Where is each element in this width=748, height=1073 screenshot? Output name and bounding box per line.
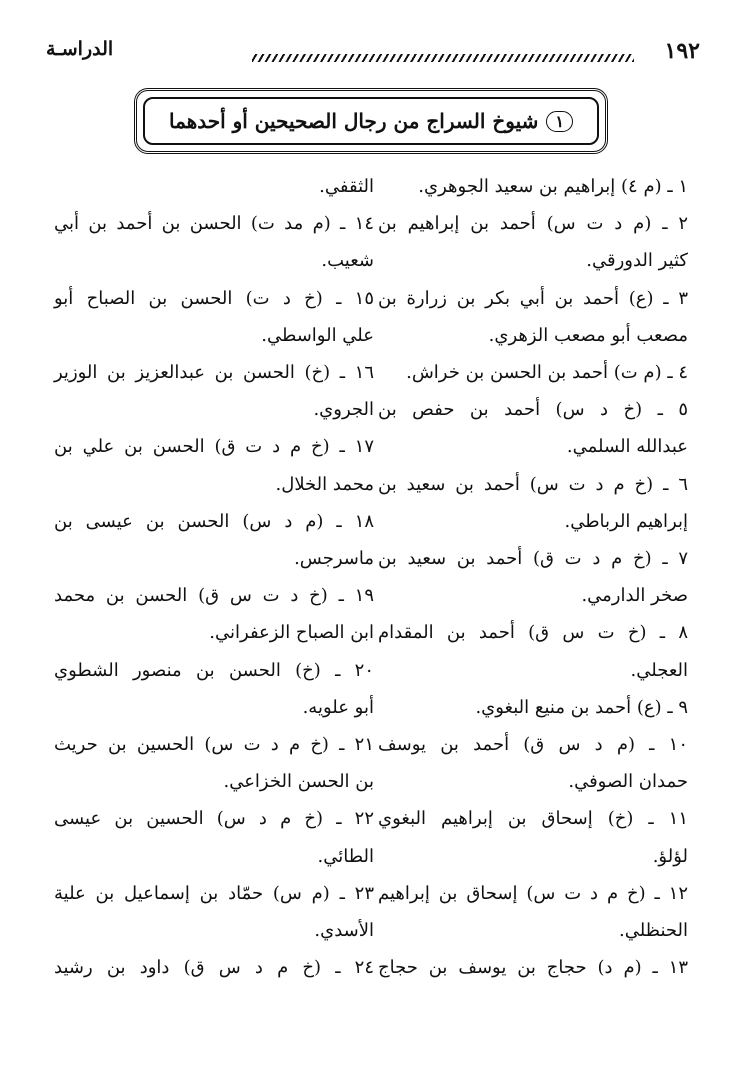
entry-line: ٢٢ ـ (خ م د س) الحسين بن عيسى: [54, 808, 374, 830]
entry-line: ١١ ـ (خ) إسحاق بن إبراهيم البغوي: [378, 808, 688, 830]
entry-line: كثير الدورقي.: [586, 250, 688, 272]
entry-line: ١٣ ـ (م د) حجاج بن يوسف بن حجاج: [378, 957, 688, 979]
page-number: ١٩٢: [664, 38, 700, 64]
chapter-number: ١: [546, 111, 573, 132]
chapter-title-box: [134, 88, 608, 154]
entry-line: علي الواسطي.: [261, 324, 374, 346]
entry-line: حمدان الصوفي.: [568, 771, 688, 793]
entry-line: ١٨ ـ (م د س) الحسن بن عيسى بن: [54, 510, 374, 532]
left-column: [54, 168, 374, 986]
section-title: الدراسـة: [46, 38, 114, 60]
entry-line: الثقفي.: [319, 176, 374, 197]
entry-line: ١٩ ـ (خ د ت س ق) الحسن بن محمد: [54, 585, 374, 607]
entry-line: ١٦ ـ (خ) الحسن بن عبدالعزيز بن الوزير: [54, 362, 374, 384]
right-column: [378, 168, 688, 986]
header-rule: [252, 54, 634, 62]
entry-line: العجلي.: [630, 659, 688, 681]
entry-line: ١٧ ـ (خ م د ت ق) الحسن بن علي بن: [54, 436, 374, 458]
entry-line: ٢٠ ـ (خ) الحسن بن منصور الشطوي: [54, 659, 374, 681]
entry-line: بن الحسن الخزاعي.: [223, 771, 374, 793]
entry-line: ١٠ ـ (م د س ق) أحمد بن يوسف: [378, 734, 688, 756]
entry-line: ١٥ ـ (خ د ت) الحسن بن الصباح أبو: [54, 287, 374, 309]
chapter-title-frame: [143, 97, 599, 145]
entry-line: ٧ ـ (خ م د ت ق) أحمد بن سعيد بن: [378, 548, 688, 570]
entry-line: ٣ ـ (ع) أحمد بن أبي بكر بن زرارة بن: [378, 287, 688, 309]
entry-line: ١ ـ (م ٤) إبراهيم بن سعيد الجوهري.: [418, 176, 688, 197]
page-header: [40, 38, 708, 72]
entry-line: صخر الدارمي.: [581, 585, 688, 607]
entry-line: لؤلؤ.: [652, 845, 688, 867]
entry-line: ٢٤ ـ (خ م د س ق) داود بن رشيد: [54, 957, 374, 979]
entry-line: ماسرجس.: [294, 548, 374, 570]
entry-line: ١٢ ـ (خ م د ت س) إسحاق بن إبراهيم: [378, 882, 688, 904]
entry-line: مصعب أبو مصعب الزهري.: [488, 324, 688, 346]
entry-line: ٢١ ـ (خ م د ت س) الحسين بن حريث: [54, 734, 374, 756]
entry-line: ٤ ـ (م ت) أحمد بن الحسن بن خراش.: [406, 362, 688, 384]
entry-line: الطائي.: [317, 845, 374, 867]
entry-line: ١٤ ـ (م مد ت) الحسن بن أحمد بن أبي: [54, 213, 374, 235]
entry-line: شعيب.: [321, 250, 374, 272]
entry-line: الجروي.: [313, 399, 374, 421]
entry-line: ابن الصباح الزعفراني.: [209, 622, 374, 644]
entry-line: ٢٣ ـ (م س) حمّاد بن إسماعيل بن علية: [54, 882, 374, 904]
entry-line: ٦ ـ (خ م د ت س) أحمد بن سعيد بن: [378, 473, 688, 495]
entry-line: ٨ ـ (خ ت س ق) أحمد بن المقدام: [378, 622, 688, 644]
entry-line: محمد الخلال.: [275, 473, 374, 495]
entry-line: الأسدي.: [314, 920, 374, 942]
entry-line: الحنظلي.: [619, 920, 688, 942]
chapter-title: شيوخ السراج من رجال الصحيحين أو أحدهما: [169, 109, 539, 133]
entry-line: ٩ ـ (ع) أحمد بن منيع البغوي.: [475, 696, 688, 718]
entry-line: عبدالله السلمي.: [566, 436, 688, 458]
entry-line: ٥ ـ (خ د س) أحمد بن حفص بن: [378, 399, 688, 421]
entry-line: أبو علويه.: [302, 696, 374, 718]
entry-line: إبراهيم الرباطي.: [564, 510, 688, 532]
entry-line: ٢ ـ (م د ت س) أحمد بن إبراهيم بن: [378, 213, 688, 235]
